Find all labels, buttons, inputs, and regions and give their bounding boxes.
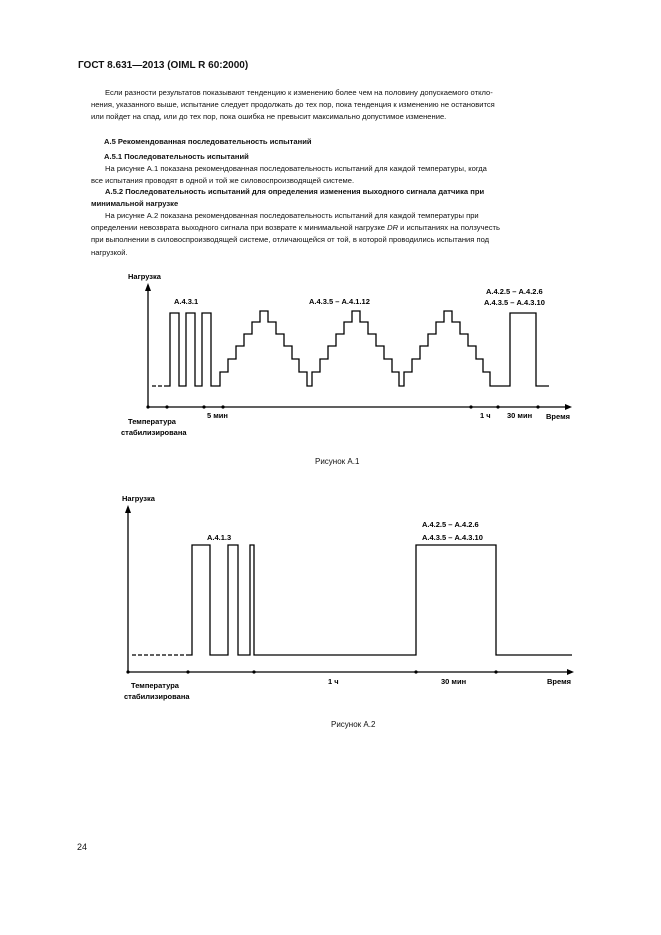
figure-a1-caption: Рисунок А.1	[315, 457, 360, 466]
fig1-label-right-2: А.4.3.5 – А.4.3.10	[484, 298, 545, 307]
fig2-y-arrow	[125, 505, 131, 513]
fig1-ylabel: Нагрузка	[128, 272, 161, 281]
a52-line2-text-b: и испытаниях на ползучесть	[398, 223, 500, 233]
fig2-ticks	[126, 670, 497, 673]
fig1-label-right-1: А.4.2.5 – А.4.2.6	[486, 287, 543, 296]
fig1-ticks	[146, 405, 539, 408]
fig1-x-5min: 5 мин	[207, 411, 228, 420]
a52-line	[91, 222, 616, 234]
section-a51-heading: А.5.1 Последовательность испытаний	[104, 152, 249, 161]
fig1-x-1h: 1 ч	[480, 411, 491, 420]
fig1-x-arrow	[565, 404, 572, 410]
a52-line: На рисунке А.2 показана рекомендованная последовательность испытаний для каждой температуры при	[105, 211, 479, 220]
a52-line: при выполнении в силовоспроизводящей системе, отличающейся от той, в которой проводились испытания под	[91, 235, 490, 245]
intro-line: нения, указанного выше, испытание следует продолжать до тех пор, пока тенденция к изменению не остановится	[91, 100, 495, 110]
a51-line: На рисунке А.1 показана рекомендованная последовательность испытаний для каждой температуры, когда	[105, 164, 487, 173]
fig1-y-arrow	[145, 283, 151, 291]
a52-paragraph	[91, 210, 616, 259]
fig2-label-right-2: А.4.3.5 – А.4.3.10	[422, 533, 483, 542]
fig2-label-a413: А.4.1.3	[207, 533, 232, 542]
a51-line: все испытания проводят в одной и той же силовоспроизводящей системе.	[91, 176, 355, 186]
a52-line2-text-a: определении невозврата выходного сигнала при возврате к минимальной нагрузке	[91, 223, 388, 233]
fig2-x-1h: 1 ч	[328, 677, 339, 686]
fig1-x-time: Время	[546, 412, 570, 421]
dr-symbol: DR	[387, 223, 399, 233]
fig2-ylabel: Нагрузка	[122, 494, 155, 503]
a52-heading-line: А.5.2 Последовательность испытаний для определения изменения выходного сигнала датчика при	[105, 187, 485, 196]
intro-line: или пойдет на спад, или до тех пор, пока ошибка не превысит максимально допустимое изменение.	[91, 112, 447, 122]
fig2-x-arrow	[567, 669, 574, 675]
a52-line: нагрузкой.	[91, 247, 128, 257]
intro-line: Если разности результатов показывают тенденцию к изменению более чем на половину допускаемого откло-	[105, 88, 493, 97]
fig1-label-a431: А.4.3.1	[174, 297, 199, 306]
section-a5-heading: А.5 Рекомендованная последовательность испытаний	[104, 137, 312, 146]
fig2-x-30min: 30 мин	[441, 677, 467, 686]
fig2-label-right-1: А.4.2.5 – А.4.2.6	[422, 520, 479, 529]
fig1-x-stabilized: стабилизирована	[121, 428, 187, 437]
document-header: ГОСТ 8.631—2013 (OIML R 60:2000)	[78, 60, 249, 71]
fig1-label-middle: А.4.3.5 – А.4.1.12	[309, 297, 370, 306]
fig2-waveform	[188, 545, 572, 655]
a52-heading-line: минимальной нагрузке	[91, 199, 179, 209]
page-number: 24	[77, 842, 88, 852]
section-a52-heading	[91, 186, 616, 210]
figure-a2-caption: Рисунок А.2	[331, 720, 376, 729]
fig2-x-stabilized: стабилизирована	[124, 692, 190, 701]
fig2-x-time: Время	[547, 677, 571, 686]
fig2-x-temperature: Температура	[131, 681, 179, 690]
fig1-x-temperature: Температура	[128, 417, 176, 426]
fig1-x-30min: 30 мин	[507, 411, 533, 420]
a51-paragraph	[91, 163, 616, 187]
intro-paragraph	[91, 87, 616, 124]
fig1-waveform	[168, 311, 549, 386]
